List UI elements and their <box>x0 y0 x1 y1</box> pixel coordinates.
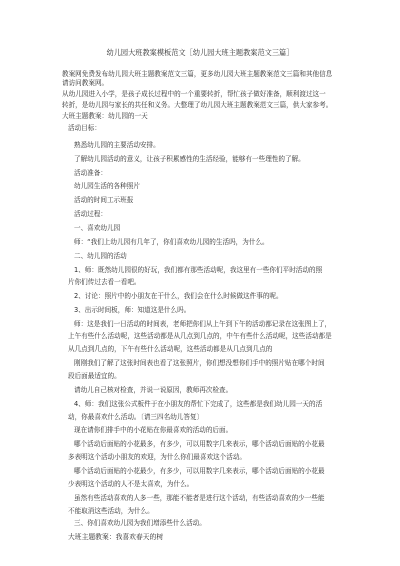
body-line-4: 转折，是幼儿园与家长的共任和义务。大整理了幼儿园大班主题教案范文三篇，供大家参考。 <box>62 101 333 109</box>
body-line-31: 哪个活动后面贴的小花最少，有多少，可以用数字几来表示，哪个活动后面贴的小花最 <box>74 467 325 475</box>
body-line-13: 一、喜欢幼儿园 <box>74 224 121 232</box>
body-line-7: 熟悉幼儿园的主要活动安排。 <box>74 141 160 149</box>
body-line-8: 了解幼儿园活动的意义，让孩子积累感性的生活经验，能够有一些理性的了解。 <box>74 155 305 163</box>
body-line-28: 现在请你们排手中的小花贴在你最喜欢的活动的后面。 <box>74 426 233 434</box>
body-line-2: 请访问教案网。 <box>62 79 109 87</box>
body-line-17: 片你们传过去看一看吧。 <box>68 278 141 286</box>
body-line-1: 教案网免费发布幼儿园大班主题教案范文三篇，更多幼儿园大班主题教案范文三篇和其他信息 <box>62 70 333 78</box>
body-line-22: 从几点到几点的，下午有些什么活动呢，这些活动都是从几点到几点的 <box>68 345 273 353</box>
body-line-21: 上午有些什么活动呢，这些活动都是从几点到几点的，中午有些什么活动呢，这些活动都是 <box>68 332 332 340</box>
body-line-19: 3、出示时间板，师：知道这是什么吗。 <box>74 306 191 314</box>
body-line-32: 少表明这个活动的人不是太喜欢，为什么。 <box>68 480 194 488</box>
body-line-29: 哪个活动后面贴的小花最多，有多少，可以用数字几来表示，哪个活动后面贴的小花最 <box>74 440 325 448</box>
body-line-12: 活动过程： <box>74 210 107 218</box>
body-line-27: 动，你最喜欢什么活动。〔请三四名幼儿答复〕 <box>68 413 204 421</box>
body-line-16: 1、师：既然幼儿园很的好玩，我们都有那些活动呢，我这里有一些你们平时活动的照 <box>74 266 323 274</box>
body-line-5: 大班主题教案：幼儿园的一天 <box>62 112 148 120</box>
body-line-35: 三、你们喜欢幼儿园为我们增添些什么活动。 <box>74 519 206 527</box>
body-line-18: 2、讨论：照片中的小朋友在干什么，我们会在什么时候做这件事的呢。 <box>74 292 283 300</box>
body-line-26: 4、师：我们这张公式板件于在小朋友的帮忙下完成了，这些都是我们幼儿园一天的活 <box>74 400 323 408</box>
body-line-15: 二、幼儿园的活动 <box>74 252 127 260</box>
body-line-11: 活动的时间工示班报 <box>74 196 134 204</box>
body-line-20: 师：这是我们一日活动的时间表，老师把你们从上午到下午的活动都记录在这张图上了， <box>74 320 332 328</box>
body-line-24: 段后面最适宜的。 <box>68 372 121 380</box>
body-line-33: 虽然有些活动喜欢的人多一些，那能不能者是进行这个活动，有些活动喜欢的少一些能 <box>74 494 325 502</box>
body-line-3: 从幼儿园进入小学，是孩子成长过程中的一个重要转折，帮忙孩子做好准备，顺利渡过这一 <box>62 90 326 98</box>
document-title: 幼儿园大班教案模板范文［幼儿园大班主题教案范文三篇］ <box>106 48 294 57</box>
body-line-6: 活动目标： <box>68 124 101 132</box>
body-line-10: 幼儿园生活的各种照片 <box>74 182 140 190</box>
body-line-14: 师：“我们上幼儿园有几年了，你们喜欢幼儿园的生活吗，为什么。 <box>74 238 269 246</box>
body-line-34: 不能取消这些活动，为什么。 <box>68 507 154 515</box>
next-lesson-title: 大班主题教案：我喜欢春天的树 <box>68 533 164 541</box>
body-line-9: 活动准备： <box>74 169 107 177</box>
body-line-30: 多表明这个活动小朋友的欢迎，为什么你们最喜欢这个活动。 <box>68 453 247 461</box>
body-line-25: 请幼儿自己核对检查，并说一说原因，教师再次检查。 <box>74 386 233 394</box>
body-line-23: 刚刚我们了解了这张时间表也看了这张照片，你们想没想你们手中的照片贴在哪个时间 <box>74 359 325 367</box>
